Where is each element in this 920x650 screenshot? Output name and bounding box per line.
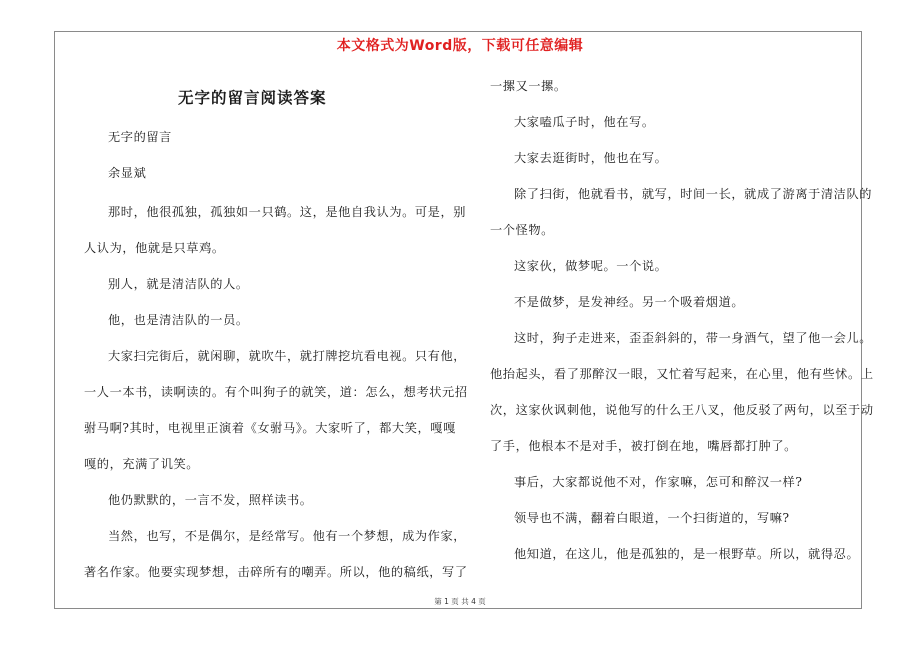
paragraph-line: 别人，就是清洁队的人。	[108, 277, 249, 291]
paragraph-line: 大家去逛街时，他也在写。	[514, 151, 668, 165]
paragraph-line: 当然，也写，不是偶尔，是经常写。他有一个梦想，成为作家，	[108, 529, 467, 543]
paragraph-line: 嘎的，充满了讥笑。	[84, 457, 200, 471]
paragraph-line: 一个怪物。	[490, 223, 554, 237]
paragraph-line: 这家伙，做梦呢。一个说。	[514, 259, 668, 273]
paragraph-line: 一人一本书，读啊读的。有个叫狗子的就笑，道：怎么，想考状元招	[84, 385, 468, 399]
paragraph-line: 他仍默默的，一言不发，照样读书。	[108, 493, 313, 507]
paragraph-line: 驸马啊?其时，电视里正演着《女驸马》。大家听了，都大笑，嘎嘎	[84, 421, 456, 435]
paragraph-line: 事后，大家都说他不对，作家嘛，怎可和醉汉一样?	[514, 475, 803, 489]
format-banner: 本文格式为Word版，下载可任意编辑	[336, 38, 584, 54]
paragraph-line: 除了扫街，他就看书，就写，时间一长，就成了游离于清洁队的	[514, 187, 873, 201]
paragraph-line: 大家嗑瓜子时，他在写。	[514, 115, 655, 129]
paragraph-line: 他抬起头，看了那醉汉一眼，又忙着写起来，在心里，他有些怵。上	[490, 367, 874, 381]
paragraph-line: 领导也不满，翻着白眼道，一个扫街道的，写嘛?	[514, 511, 790, 525]
paragraph-line: 这时，狗子走进来，歪歪斜斜的，带一身酒气，望了他一会儿。	[514, 331, 873, 345]
paragraph-line: 人认为，他就是只草鸡。	[84, 241, 225, 255]
document-title: 无字的留言阅读答案	[178, 89, 327, 107]
paragraph-line: 次，这家伙讽刺他，说他写的什么王八叉，他反驳了两句，以至于动	[490, 403, 874, 417]
paragraph-line: 了手，他根本不是对手，被打倒在地，嘴唇都打肿了。	[490, 439, 797, 453]
paragraph-line: 无字的留言	[108, 130, 172, 144]
page-number-footer: 第 1 页 共 4 页	[434, 597, 486, 606]
paragraph-line: 大家扫完街后，就闲聊，就吹牛，就打牌挖坑看电视。只有他，	[108, 349, 467, 363]
paragraph-line: 他，也是清洁队的一员。	[108, 313, 249, 327]
paragraph-line: 余显斌	[108, 166, 147, 180]
paragraph-line: 他知道，在这儿，他是孤独的，是一根野草。所以，就得忍。	[514, 547, 860, 561]
paragraph-line: 不是做梦，是发神经。另一个吸着烟道。	[514, 295, 745, 309]
paragraph-line: 那时，他很孤独，孤独如一只鹤。这，是他自我认为。可是，别	[108, 205, 467, 219]
paragraph-line: 著名作家。他要实现梦想，击碎所有的嘲弄。所以，他的稿纸，写了	[84, 565, 468, 579]
paragraph-line: 一摞又一摞。	[490, 79, 567, 93]
